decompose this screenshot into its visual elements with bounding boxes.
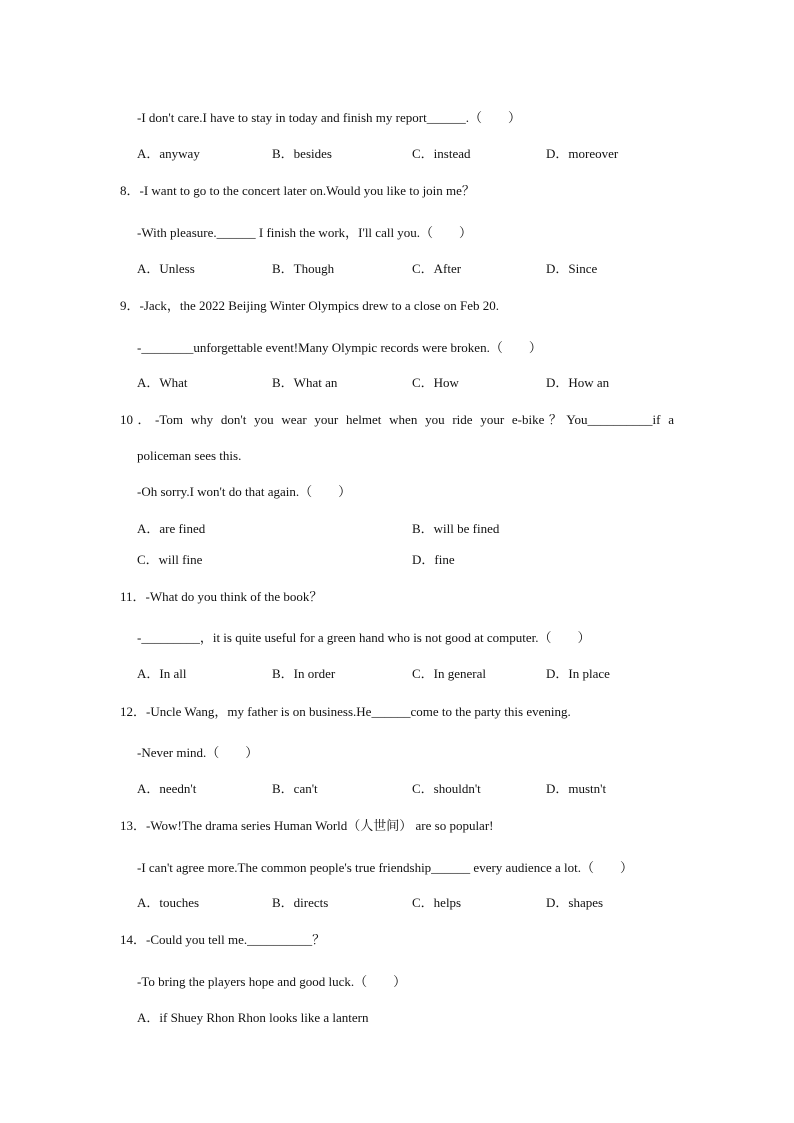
q9-option-a[interactable]: A．What [137,375,188,390]
q7-option-b[interactable]: B．besides [272,146,332,161]
q8-stem: 8．-I want to go to the concert later on.Would you like to join me？ [120,183,475,198]
q9-option-b[interactable]: B．What an [272,375,338,390]
q13-reply: -I can't agree more.The common people's true friendship______ every audience a lot.（ ） [137,860,633,875]
q13-option-b[interactable]: B．directs [272,895,329,910]
q13-option-c[interactable]: C．helps [412,895,462,910]
q12-option-a[interactable]: A．needn't [137,781,197,796]
q10-reply: -Oh sorry.I won't do that again.（ ） [137,484,352,499]
q12-option-d[interactable]: D．mustn't [546,781,607,796]
q11-option-b[interactable]: B．In order [272,666,336,681]
q10-option-c[interactable]: C．will fine [137,552,203,567]
q12-stem: 12．-Uncle Wang，my father is on business.He______come to the party this evening. [120,704,571,719]
q11-option-c[interactable]: C．In general [412,666,487,681]
q7-option-a[interactable]: A．anyway [137,146,200,161]
q8-option-c[interactable]: C．After [412,261,462,276]
q14-stem: 14．-Could you tell me.__________？ [120,932,326,947]
q8-reply: -With pleasure.______ I finish the work，I'll call you.（ ） [137,225,473,240]
q11-option-a[interactable]: A．In all [137,666,187,681]
q7-option-c[interactable]: C．instead [412,146,471,161]
q13-option-a[interactable]: A．touches [137,895,200,910]
q12-option-b[interactable]: B．can't [272,781,318,796]
q10-option-d[interactable]: D．fine [412,552,455,567]
q10-stem: 10．-Tom why don't you wear your helmet when you ride your e-bike？You__________if a [120,412,674,427]
q9-reply: -________unforgettable event!Many Olympic records were broken.（ ） [137,340,542,355]
q7-line-1: -I don't care.I have to stay in today and finish my report______.（ ） [137,110,521,125]
q8-option-b[interactable]: B．Though [272,261,335,276]
q9-stem: 9．-Jack，the 2022 Beijing Winter Olympics drew to a close on Feb 20. [120,298,500,313]
q14-reply: -To bring the players hope and good luck.（ ） [137,974,407,989]
q10-option-a[interactable]: A．are fined [137,521,206,536]
q8-option-d[interactable]: D．Since [546,261,598,276]
q7-option-d[interactable]: D．moreover [546,146,619,161]
q12-reply: -Never mind.（ ） [137,745,259,760]
q12-option-c[interactable]: C．shouldn't [412,781,481,796]
q11-stem: 11．-What do you think of the book？ [120,589,323,604]
q8-option-a[interactable]: A．Unless [137,261,195,276]
q11-reply: -_________，it is quite useful for a green hand who is not good at computer.（ ） [137,630,591,645]
q10-stem-cont: policeman sees this. [137,448,242,463]
q13-stem: 13．-Wow!The drama series Human World（人世间） are so popular! [120,818,494,833]
q10-option-b[interactable]: B．will be fined [412,521,500,536]
q13-option-d[interactable]: D．shapes [546,895,604,910]
q9-option-c[interactable]: C．How [412,375,459,390]
q9-option-d[interactable]: D．How an [546,375,610,390]
q14-option-a[interactable]: A．if Shuey Rhon Rhon looks like a lantern [137,1010,369,1025]
q11-option-d[interactable]: D．In place [546,666,610,681]
